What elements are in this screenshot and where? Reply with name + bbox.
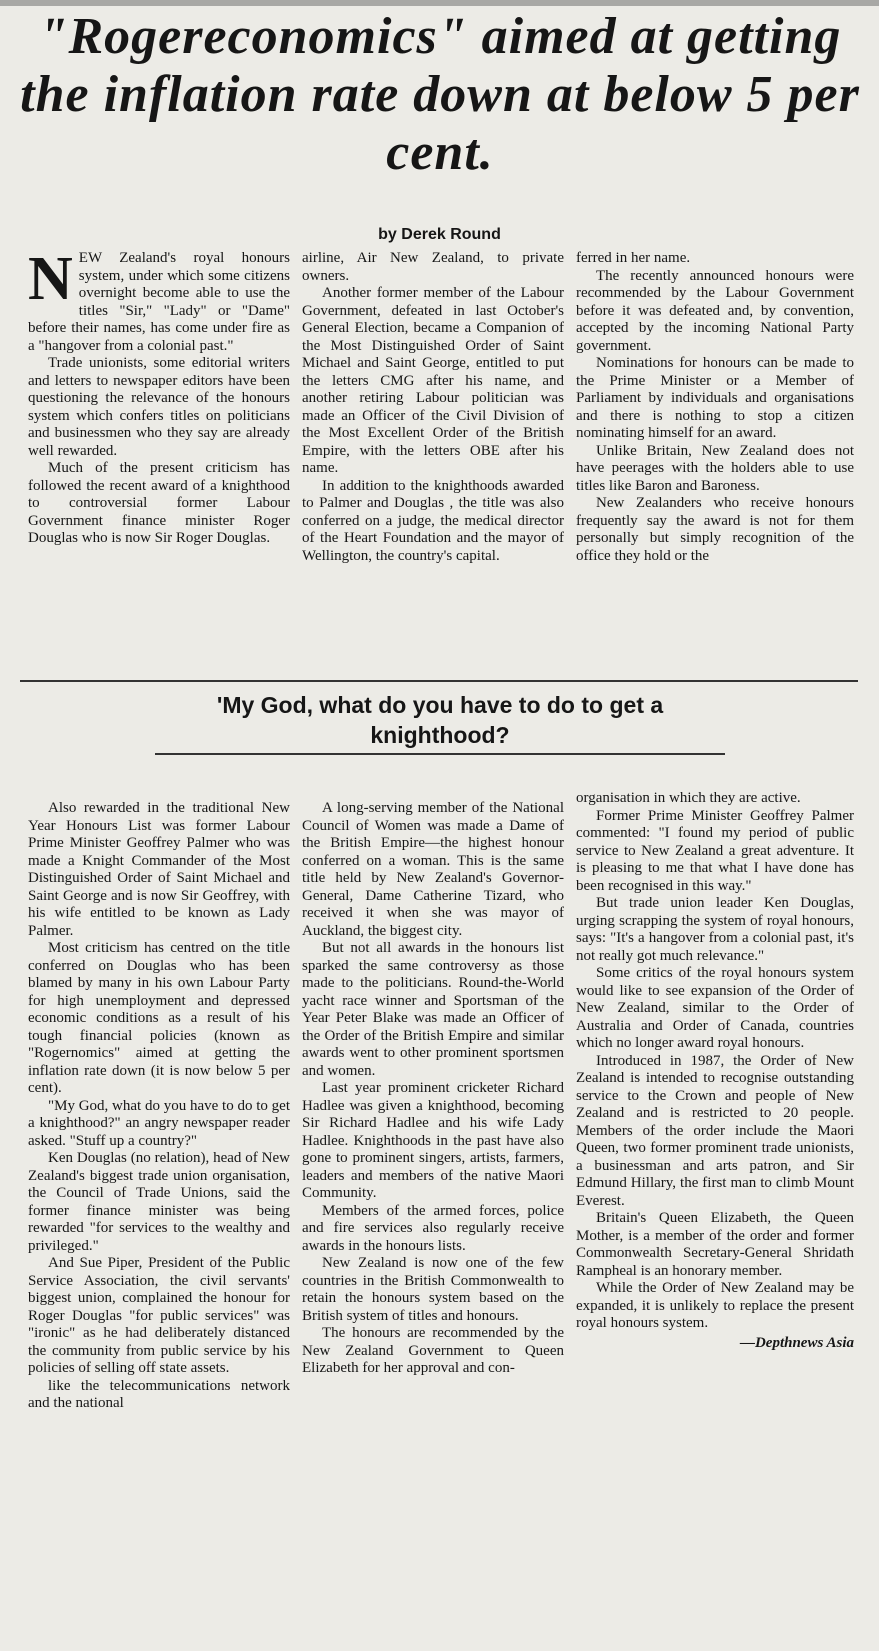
paragraph: Ken Douglas (no relation), head of New Zealand's biggest trade union organisation, the Council of Trade Unions, said the former finance minister was being rewarded "for services to the wealthy and privileged." bbox=[28, 1150, 290, 1254]
paragraph: airline, Air New Zealand, to private owners. bbox=[302, 250, 564, 284]
column-5 bbox=[302, 800, 564, 1378]
paragraph: But not all awards in the honours list sparked the same controversy as those made to the politicians. Round-the-World yacht race winner and Sportsman of the Year Peter Blake was made an Officer of the Order of the British Empire and similar awards went to other prominent sportsmen and women. bbox=[302, 940, 564, 1079]
paragraph: But trade union leader Ken Douglas, urging scrapping the system of royal honours, says: "It's a hangover from a colonial past, it's not really got much relevance." bbox=[576, 895, 854, 964]
paragraph: New Zealand is now one of the few countries in the British Commonwealth to retain the honours system based on the British system of titles and honours. bbox=[302, 1255, 564, 1324]
paragraph: The recently announced honours were recommended by the Labour Government before it was defeated and, by convention, accepted by the incoming National Party government. bbox=[576, 267, 854, 354]
subheadline: 'My God, what do you have to do to get a knighthood? bbox=[216, 692, 664, 748]
paragraph: The honours are recommended by the New Zealand Government to Queen Elizabeth for her approval and con- bbox=[302, 1325, 564, 1376]
paragraph: New Zealanders who receive honours frequently say the award is not for them personally but simply recognition of the office they hold or the bbox=[576, 495, 854, 564]
paragraph: Introduced in 1987, the Order of New Zealand is intended to recognise outstanding service to the Crown and people of New Zealand and is restricted to 20 people. Members of the order include the Maori Queen, two former prominent trade unionists, a businessman and arts patron, and Sir Edmund Hillary, the first man to climb Mount Everest. bbox=[576, 1052, 854, 1209]
paragraph: In addition to the knighthoods awarded to Palmer and Douglas , the title was also conferred on a judge, the medical director of the Heart Foundation and the mayor of Wellington, the country's capital. bbox=[302, 477, 564, 564]
paragraph: Unlike Britain, New Zealand does not have peerages with the holders able to use titles like Baron and Baroness. bbox=[576, 442, 854, 494]
column-3 bbox=[576, 250, 854, 565]
paragraph: While the Order of New Zealand may be expanded, it is unlikely to replace the present royal honours system. bbox=[576, 1280, 854, 1331]
section-divider bbox=[20, 680, 858, 682]
paragraph: Most criticism has centred on the title conferred on Douglas who has been blamed by many in his own Labour Party for high unemployment and depressed economic conditions as a result of his tough financial policies (known as "Rogernomics" aimed at getting the inflation rate down (it is now below 5 per cent). bbox=[28, 940, 290, 1096]
column-4 bbox=[28, 800, 290, 1413]
paragraph: organisation in which they are active. bbox=[576, 790, 801, 806]
headline: "Rogereconomics" aimed at getting the inflation rate down at below 5 per cent. bbox=[20, 8, 860, 181]
paragraph: A long-serving member of the National Council of Women was made a Dame of the British Empire—the highest honour conferred on a woman. This is the same title held by New Zealand's Governor-General, Dame Catherine Tizard, who received it when she was mayor of Auckland, the biggest city. bbox=[302, 800, 564, 939]
paragraph: Britain's Queen Elizabeth, the Queen Mother, is a member of the order and former Commonwealth Secretary-General Shridath Rampheal is an honorary member. bbox=[576, 1210, 854, 1279]
paragraph: ferred in her name. bbox=[576, 250, 691, 266]
drop-cap: N bbox=[28, 245, 73, 313]
paragraph: Former Prime Minister Geoffrey Palmer commented: "I found my period of public service to New Zealand a great adventure. It is pleasing to me that what I have done has been recognised in this way." bbox=[576, 807, 854, 894]
subhead-underline bbox=[155, 753, 725, 755]
paragraph: Another former member of the Labour Government, defeated in last October's General Election, became a Companion of the Most Distinguished Order of Saint Michael and Saint George, entitled to put the letters CMG after his name, and another retiring Labour politician was made an Officer of the Civil Division of the Most Excellent Order of the British Empire, with the letters OBE after his name. bbox=[302, 285, 564, 476]
paragraph: NEW Zealand's royal honours system, under which some citizens overnight become able to use the titles "Sir," "Lady" or "Dame" before their names, has come under fire as a "hangover from a colonial past." bbox=[28, 245, 290, 354]
paragraph: like the telecommunications network and the national bbox=[28, 1377, 290, 1411]
paragraph: Nominations for honours can be made to the Prime Minister or a Member of Parliament by individuals and organisations and there is nothing to stop a citizen nominating himself for an award. bbox=[576, 355, 854, 441]
column-2 bbox=[302, 250, 564, 565]
column-6 bbox=[576, 790, 854, 1352]
paragraph: Members of the armed forces, police and fire services also regularly receive awards in the honours lists. bbox=[302, 1202, 564, 1254]
top-strip bbox=[0, 0, 879, 6]
byline: by Derek Round bbox=[378, 226, 501, 243]
paragraph: Last year prominent cricketer Richard Hadlee was given a knighthood, becoming Sir Richard Hadlee and his wife Lady Hadlee. Knighthoods in the past have also gone to prominent singers, artists, farmers, leaders and members of the native Maori Community. bbox=[302, 1080, 564, 1201]
paragraph: Trade unionists, some editorial writers and letters to newspaper editors have been questioning the relevance of the honours system which confers titles on politicians and businessmen who they say are already well rewarded. bbox=[28, 355, 290, 459]
paragraph: And Sue Piper, President of the Public Service Association, the civil servants' biggest union, complained the honour for Roger Douglas "for public services" was "ironic" as he had deliberately distanced the community from public service by his policies of selling off state assets. bbox=[28, 1255, 290, 1376]
paragraph: Much of the present criticism has followed the recent award of a knighthood to controversial former Labour Government finance minister Roger Douglas who is now Sir Roger Douglas. bbox=[28, 460, 290, 546]
paragraph: "My God, what do you have to do to get a knighthood?" an angry newspaper reader asked. "Stuff up a country?" bbox=[28, 1097, 290, 1149]
paragraph: Some critics of the royal honours system would like to see expansion of the Order of New Zealand, similar to the Order of Australia and Order of Canada, countries which no longer award royal honours. bbox=[576, 965, 854, 1051]
paragraph: Also rewarded in the traditional New Year Honours List was former Labour Prime Minister Geoffrey Palmer who was made a Knight Commander of the Most Distinguished Order of Saint Michael and Saint George and is now Sir Geoffrey, with his wife entitled to be known as Lady Palmer. bbox=[28, 800, 290, 939]
column-1 bbox=[28, 245, 290, 548]
wire-credit: —Depthnews Asia bbox=[739, 1334, 854, 1351]
